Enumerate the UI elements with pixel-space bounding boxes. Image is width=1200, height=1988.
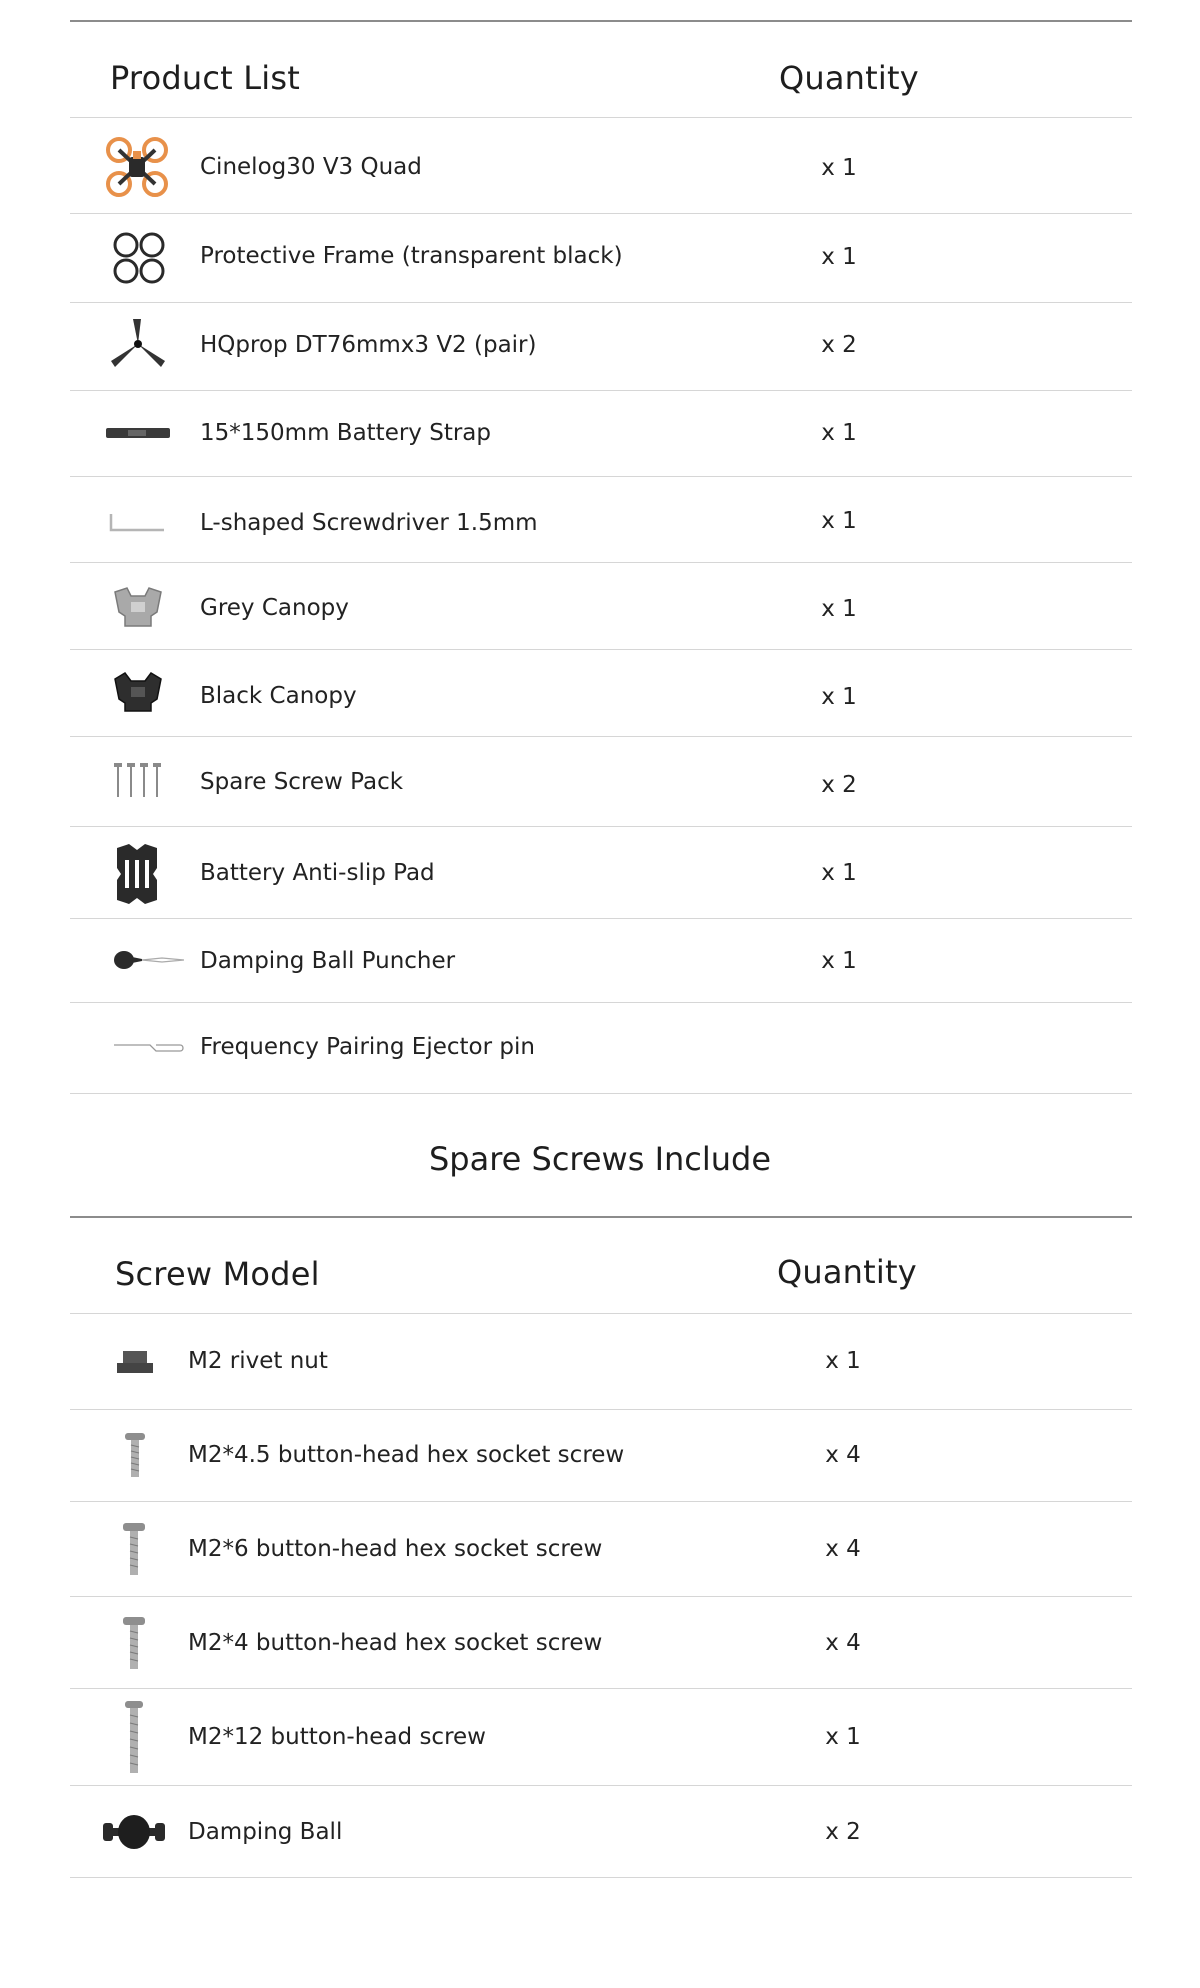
screw-qty: x 1 [825,1724,861,1750]
screw-icon [122,1432,148,1478]
product-qty: x 1 [821,508,857,534]
screw-quantity-header: Quantity [777,1253,917,1291]
product-name: Grey Canopy [200,595,349,621]
product-qty: x 1 [821,684,857,710]
header-divider [70,117,1132,118]
product-name: Frequency Pairing Ejector pin [200,1034,535,1060]
damping-ball-puncher-icon [112,946,184,974]
propeller-icon [108,316,168,372]
product-qty: x 1 [821,596,857,622]
product-qty: x 1 [821,244,857,270]
l-screwdriver-icon [108,509,166,535]
row-divider [70,1409,1132,1410]
product-name: Cinelog30 V3 Quad [200,154,422,180]
row-divider [70,390,1132,391]
product-name: Battery Anti-slip Pad [200,860,435,886]
product-qty: x 2 [821,772,857,798]
product-name: Damping Ball Puncher [200,948,456,974]
product-qty: x 2 [821,332,857,358]
product-qty: x 1 [821,155,857,181]
header-divider [70,1313,1132,1314]
top-rule [70,20,1132,22]
product-name: 15*150mm Battery Strap [200,420,491,446]
section-title: Spare Screws Include [428,1140,772,1178]
screw-name: M2*4.5 button-head hex socket screw [188,1442,625,1468]
row-divider [70,1002,1132,1003]
product-qty: x 1 [821,948,857,974]
grey-canopy-icon [110,585,166,629]
screw-qty: x 2 [825,1819,861,1845]
long-screw-icon [122,1700,146,1774]
product-qty: x 1 [821,420,857,446]
protective-frame-icon [110,230,168,286]
black-canopy-icon [110,670,166,714]
screw-pack-icon [112,762,164,798]
rivet-nut-icon [114,1348,156,1376]
quadcopter-icon [104,136,170,198]
product-name: HQprop DT76mmx3 V2 (pair) [200,332,537,358]
screw-qty: x 1 [825,1348,861,1374]
row-divider [70,1093,1132,1094]
product-qty: x 1 [821,860,857,886]
row-divider [70,649,1132,650]
battery-strap-icon [106,425,170,441]
row-divider [70,562,1132,563]
row-divider [70,1688,1132,1689]
bottom-rule [70,1877,1132,1878]
row-divider [70,1596,1132,1597]
screw-name: M2*6 button-head hex socket screw [188,1536,603,1562]
product-name: Protective Frame (transparent black) [200,243,623,269]
damping-ball-icon [102,1812,166,1852]
row-divider [70,736,1132,737]
screw-icon [120,1522,148,1576]
product-name: Black Canopy [200,683,357,709]
product-quantity-header: Quantity [779,59,919,97]
section-rule [70,1216,1132,1218]
row-divider [70,476,1132,477]
row-divider [70,302,1132,303]
product-name: Spare Screw Pack [200,769,404,795]
screw-name: M2 rivet nut [188,1348,328,1374]
screw-qty: x 4 [825,1536,861,1562]
row-divider [70,1501,1132,1502]
row-divider [70,826,1132,827]
anti-slip-pad-icon [112,843,162,905]
row-divider [70,918,1132,919]
screw-name: M2*12 button-head screw [188,1724,486,1750]
screw-name: M2*4 button-head hex socket screw [188,1630,603,1656]
screw-qty: x 4 [825,1630,861,1656]
screw-model-header: Screw Model [115,1255,320,1293]
screw-qty: x 4 [825,1442,861,1468]
screw-icon [120,1616,148,1670]
row-divider [70,1785,1132,1786]
row-divider [70,213,1132,214]
screw-name: Damping Ball [188,1819,343,1845]
ejector-pin-icon [112,1036,184,1058]
product-name: L-shaped Screwdriver 1.5mm [200,510,538,536]
product-list-header: Product List [110,59,301,97]
